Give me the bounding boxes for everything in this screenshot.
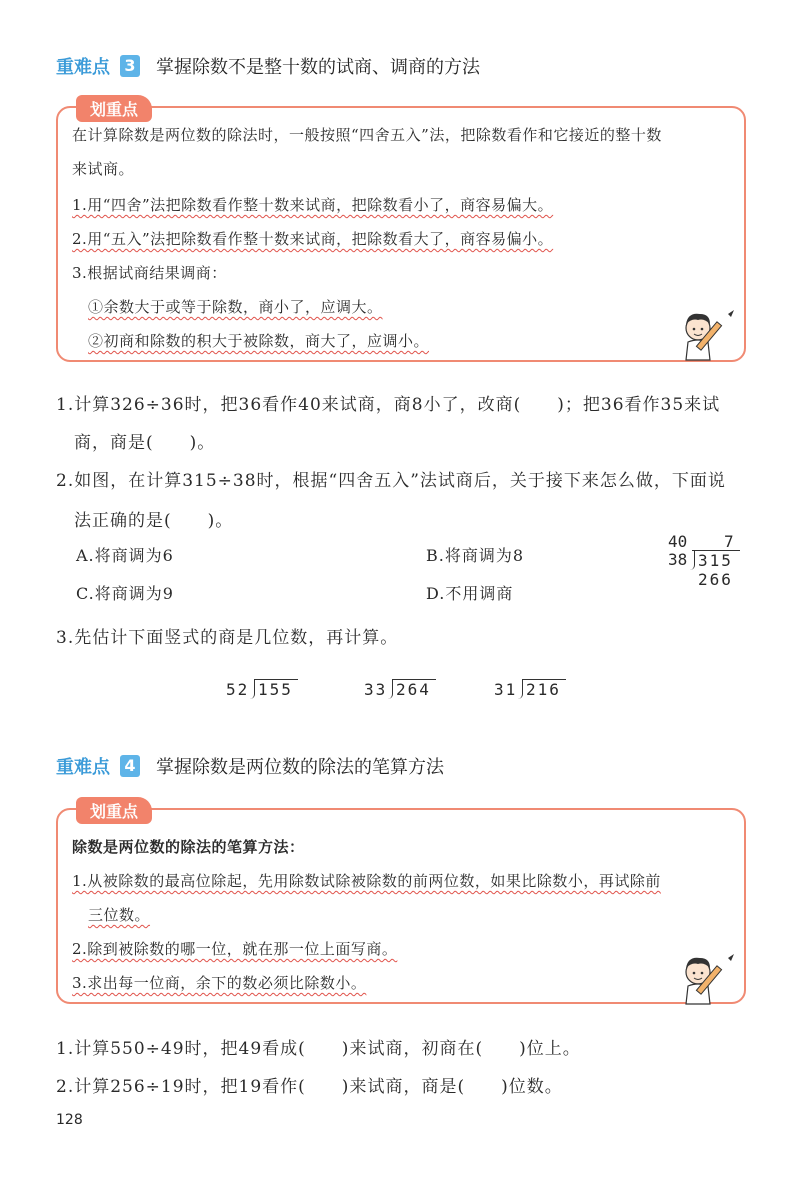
division-setup-2 (364, 678, 444, 702)
method-step-2: 2.除到被除数的哪一位，就在那一位上面写商。 (72, 940, 398, 958)
dividend: 155 (258, 680, 293, 699)
key-points-label: 划重点 (76, 797, 152, 824)
question-4-1: 1.计算550÷49时，把49看成( )来试商，初商在( )位上。 (56, 1039, 581, 1059)
key-point-3: 3.根据试商结果调商： (72, 264, 227, 282)
dividend: 216 (526, 680, 561, 699)
dividend: 264 (396, 680, 431, 699)
division-figure (664, 532, 754, 594)
key-point-1: 1.用“四舍”法把除数看作整十数来试商，把除数看小了，商容易偏大。 (72, 196, 554, 214)
method-step-1-line-2: 三位数。 (88, 906, 151, 924)
question-1-line-1: 1.计算326÷36时，把36看作40来试商，商8小了，改商( )；把36看作35来试 (56, 395, 721, 415)
section-tag: 重难点 (56, 57, 110, 78)
divisor: 52 (226, 680, 250, 699)
page-number: 128 (56, 1112, 83, 1128)
section-title: 掌握除数不是整十数的试商、调商的方法 (156, 57, 480, 78)
key-points-box-4 (56, 802, 746, 1004)
boy-with-pencil-icon (676, 952, 740, 1006)
trial-divisor: 40 (668, 532, 688, 551)
question-4-2: 2.计算256÷19时，把19看作( )来试商，商是( )位数。 (56, 1077, 563, 1097)
option-c[interactable]: C.将商调为9 (76, 584, 174, 603)
divisor: 31 (494, 680, 518, 699)
question-2-line-2: 法正确的是( )。 (74, 511, 234, 531)
division-setup-3 (494, 678, 574, 702)
division-setup-1 (226, 678, 306, 702)
key-point-3-sub-1: ①余数大于或等于除数，商小了，应调大。 (88, 298, 383, 316)
option-a[interactable]: A.将商调为6 (76, 546, 174, 565)
trial-quotient: 7 (724, 532, 734, 551)
method-intro: 除数是两位数的除法的笔算方法： (72, 838, 305, 856)
divisor: 33 (364, 680, 388, 699)
section-title: 掌握除数是两位数的除法的笔算方法 (156, 757, 444, 778)
question-1-line-2: 商，商是( )。 (74, 433, 216, 453)
product: 266 (698, 570, 733, 589)
dividend: 315 (698, 551, 733, 570)
divisor: 38 (668, 550, 688, 569)
section-number: 3 (120, 55, 140, 77)
question-2-line-1: 2.如图，在计算315÷38时，根据“四舍五入”法试商后，关于接下来怎么做，下面说 (56, 471, 726, 491)
intro-line-1: 在计算除数是两位数的除法时，一般按照“四舍五入”法，把除数看作和它接近的整十数 (72, 126, 662, 144)
key-point-3-sub-2: ②初商和除数的积大于被除数，商大了，应调小。 (88, 332, 430, 350)
option-b[interactable]: B.将商调为8 (426, 546, 525, 565)
section-4-header (56, 752, 444, 780)
section-tag: 重难点 (56, 757, 110, 778)
method-step-3: 3.求出每一位商，余下的数必须比除数小。 (72, 974, 367, 992)
boy-with-pencil-icon (676, 308, 740, 362)
method-step-1-line-1: 1.从被除数的最高位除起，先用除数试除被除数的前两位数，如果比除数小，再试除前 (72, 872, 661, 890)
question-3: 3.先估计下面竖式的商是几位数，再计算。 (56, 628, 399, 648)
section-number: 4 (120, 755, 140, 777)
option-d[interactable]: D.不用调商 (426, 584, 514, 603)
key-points-label: 划重点 (76, 95, 152, 122)
section-3-header (56, 52, 480, 80)
key-point-2: 2.用“五入”法把除数看作整十数来试商，把除数看大了，商容易偏小。 (72, 230, 554, 248)
key-points-box-3 (56, 100, 746, 362)
intro-line-2: 来试商。 (72, 160, 135, 178)
